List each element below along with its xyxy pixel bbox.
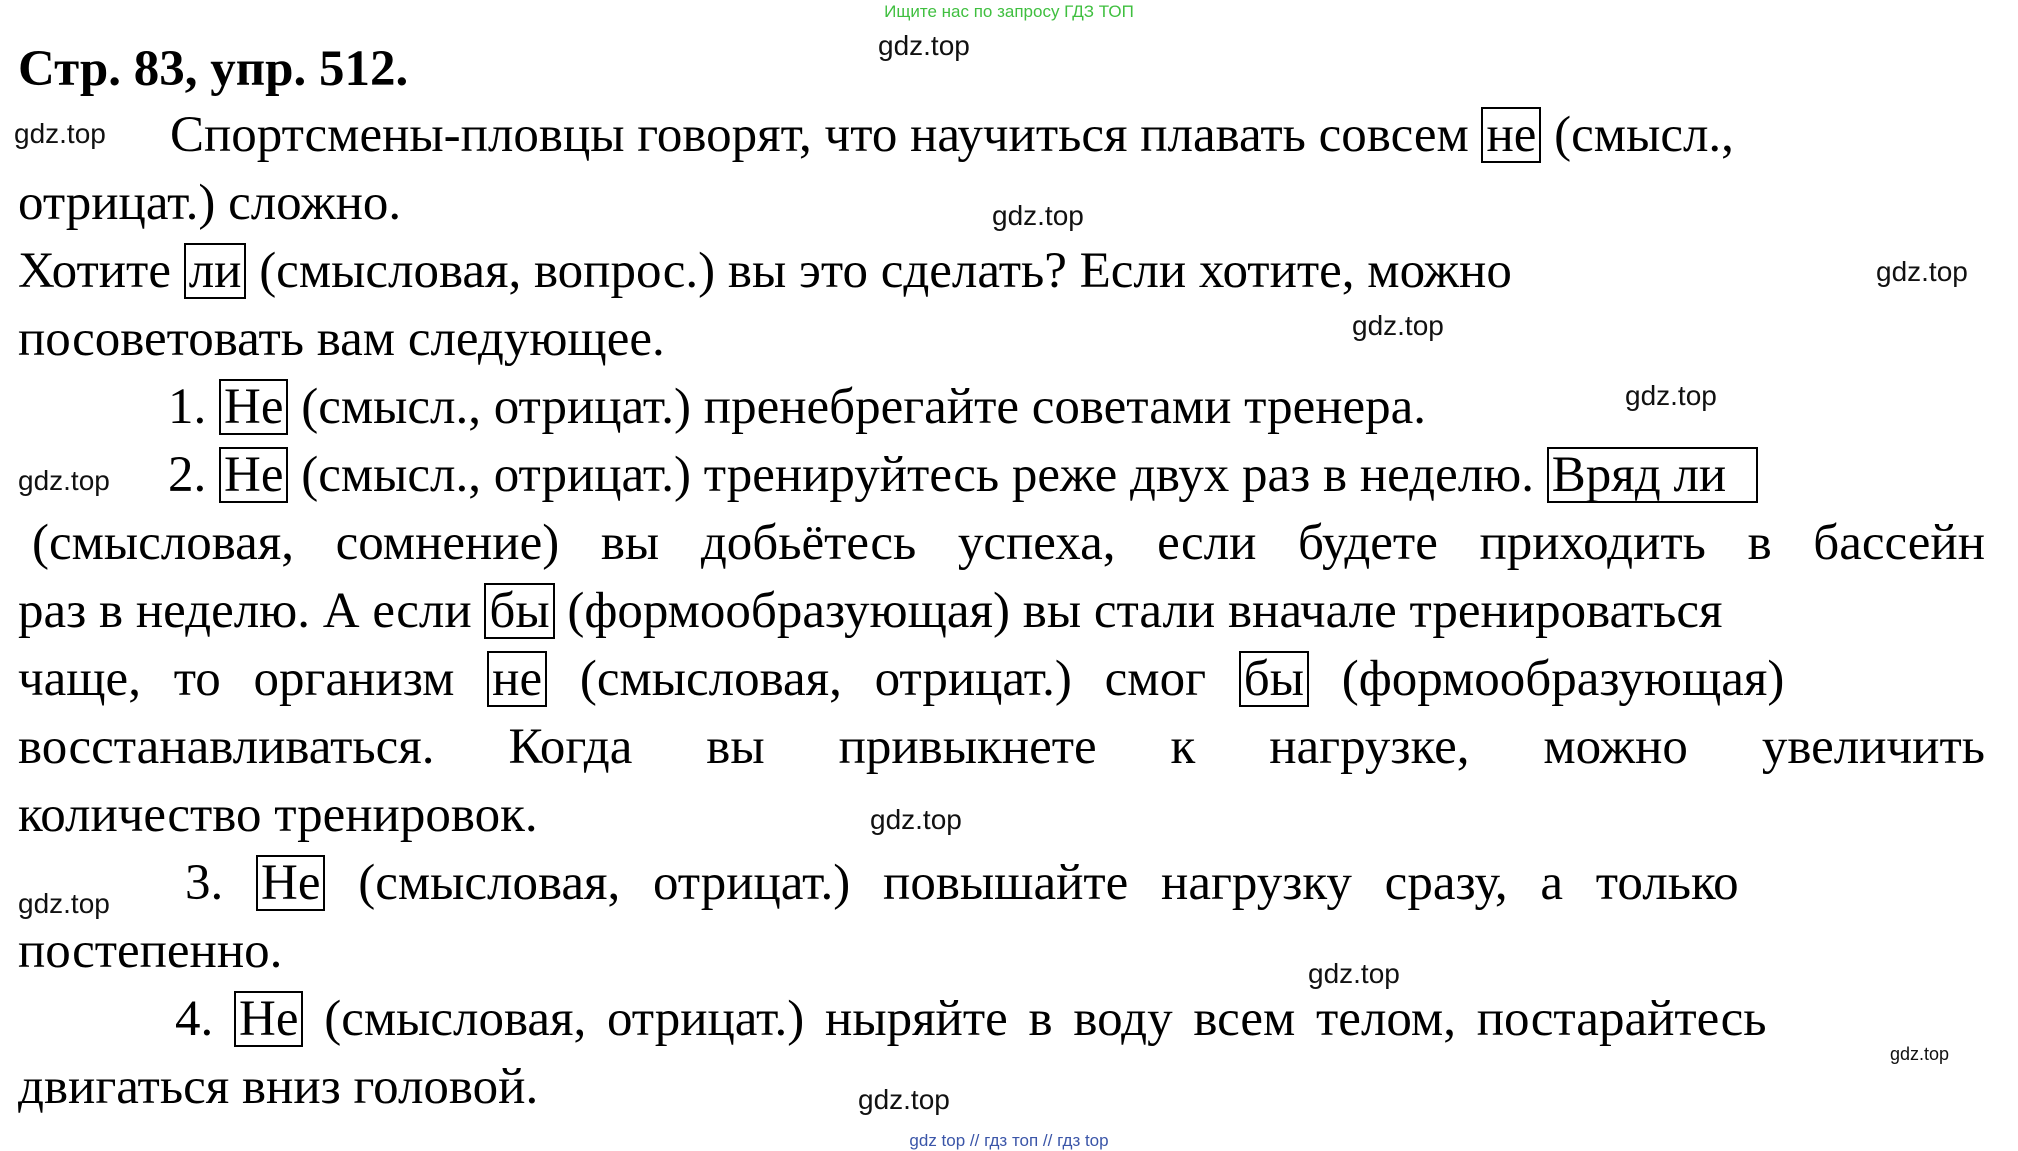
boxed-particle: Не bbox=[219, 447, 288, 503]
watermark: gdz.top bbox=[870, 804, 962, 835]
boxed-particle: бы bbox=[484, 583, 554, 639]
watermark: gdz.top bbox=[18, 888, 110, 919]
watermark: gdz.top bbox=[1352, 310, 1444, 341]
boxed-particle: не bbox=[487, 651, 547, 707]
boxed-particle: Не bbox=[256, 855, 325, 911]
watermark: gdz.top bbox=[1890, 1044, 1950, 1064]
watermark: gdz.top bbox=[992, 200, 1084, 231]
watermark: gdz.top bbox=[858, 1084, 950, 1115]
watermark: gdz.top bbox=[878, 30, 970, 61]
text-segment: количество тренировок. bbox=[18, 787, 538, 843]
watermark: gdz.top bbox=[14, 118, 106, 149]
footer-watermark: gdz top // гдз топ // гдз top bbox=[909, 1131, 1109, 1150]
text-line-11 bbox=[18, 784, 1985, 846]
header-watermark: Ищите нас по запросу ГДЗ ТОП bbox=[884, 2, 1134, 21]
text-line-9 bbox=[18, 648, 1985, 710]
watermark: gdz.top bbox=[1625, 380, 1717, 411]
boxed-particle: бы bbox=[1239, 651, 1309, 707]
boxed-particle: ли bbox=[184, 243, 247, 299]
text-line-8 bbox=[18, 580, 1985, 642]
text-line-6 bbox=[168, 444, 1985, 506]
list-number: 4. bbox=[175, 991, 234, 1047]
text-segment: чаще, то организм bbox=[18, 651, 488, 707]
watermark: gdz.top bbox=[18, 465, 110, 496]
text-segment: (смысл., отрицат.) пренебрегайте советами тренера. bbox=[288, 379, 1427, 435]
text-segment: посоветовать вам следующее. bbox=[18, 311, 665, 367]
text-line-12 bbox=[185, 852, 1985, 914]
boxed-particle: Вряд ли bbox=[1547, 447, 1758, 503]
text-segment: двигаться вниз головой. bbox=[18, 1059, 539, 1115]
boxed-particle: Не bbox=[219, 379, 288, 435]
text-line-1 bbox=[170, 104, 1985, 166]
page-title: Стр. 83, упр. 512. bbox=[18, 41, 409, 97]
text-segment: раз в неделю. А если bbox=[18, 583, 485, 639]
text-segment: (смысл., отрицат.) тренируйтесь реже двух раз в неделю. bbox=[288, 447, 1547, 503]
text-line-13 bbox=[18, 920, 1985, 982]
text-line-14 bbox=[175, 988, 1985, 1050]
text-line-3 bbox=[18, 240, 1985, 302]
text-segment: (формообразующая) вы стали вначале тренироваться bbox=[554, 583, 1723, 639]
text-segment: (смысловая, отрицат.) ныряйте в воду всем телом, постарайтесь bbox=[303, 991, 1767, 1047]
list-number: 1. bbox=[168, 379, 219, 435]
text-segment: (смысловая, вопрос.) вы это сделать? Если хотите, можно bbox=[246, 243, 1512, 299]
text-segment: (формообразующая) bbox=[1308, 651, 1785, 707]
text-segment: постепенно. bbox=[18, 923, 283, 979]
watermark: gdz.top bbox=[1876, 256, 1968, 287]
text-segment: (смысловая, отрицат.) смог bbox=[547, 651, 1239, 707]
text-segment: восстанавливаться. Когда вы привыкнете к нагрузке, можно увеличить bbox=[18, 719, 1985, 775]
text-segment: (смысловая, отрицат.) повышайте нагрузку сразу, а только bbox=[325, 855, 1739, 911]
boxed-particle: Не bbox=[234, 991, 303, 1047]
text-segment: (смысл., bbox=[1541, 107, 1734, 163]
watermark: gdz.top bbox=[1308, 958, 1400, 989]
text-segment: (смысловая, сомнение) вы добьётесь успеха, если будете приходить в бассейн bbox=[32, 515, 1985, 571]
list-number: 2. bbox=[168, 447, 219, 503]
text-line-10 bbox=[18, 716, 1985, 778]
text-segment: отрицат.) сложно. bbox=[18, 175, 402, 231]
text-line-15 bbox=[18, 1056, 1985, 1118]
text-line-5 bbox=[168, 376, 1668, 438]
text-segment: Хотите bbox=[18, 243, 184, 299]
text-line-4 bbox=[18, 308, 1985, 370]
text-segment: Спортсмены-пловцы говорят, что научиться плавать совсем bbox=[170, 107, 1482, 163]
text-line-7 bbox=[32, 512, 1985, 574]
list-number: 3. bbox=[185, 855, 256, 911]
boxed-particle: не bbox=[1481, 107, 1541, 163]
